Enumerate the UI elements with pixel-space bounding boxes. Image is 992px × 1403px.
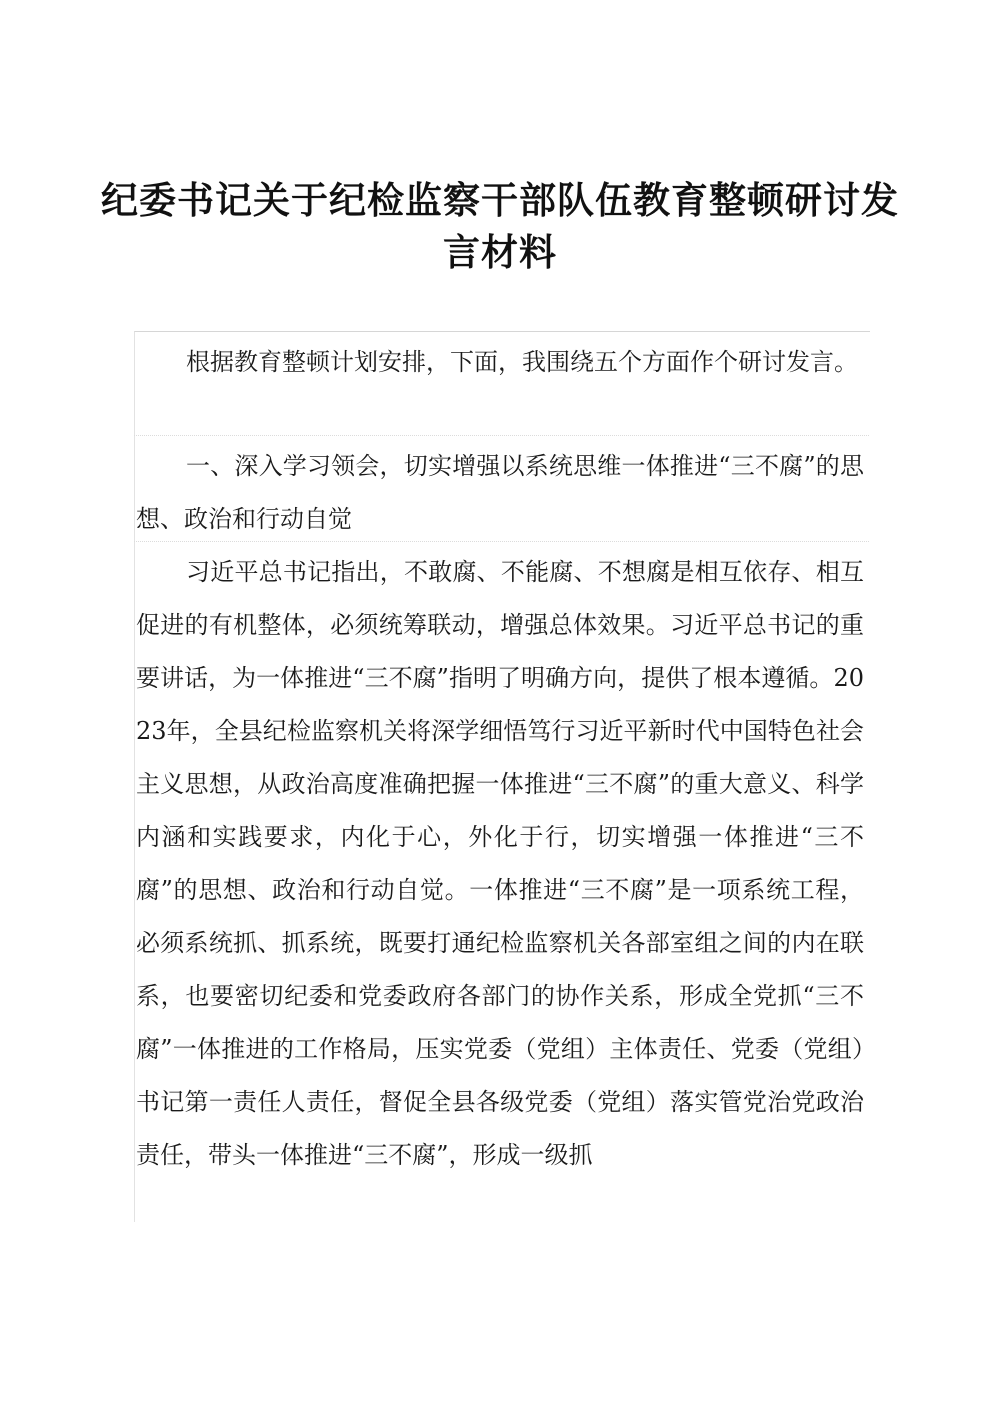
paragraph-intro: 根据教育整顿计划安排，下面，我围绕五个方面作个研讨发言。 [186,348,858,376]
paragraph-divider [134,435,869,436]
paragraph-divider [134,541,869,542]
paragraph-body: 习近平总书记指出，不敢腐、不能腐、不想腐是相互依存、相互促进的有机整体，必须统筹联动，增强总体效果。习近平总书记的重要讲话，为一体推进“三不腐”指明了明确方向，提供了根本遵循。2023年，全县纪检监察机关将深学细悟笃行习近平新时代中国特色社会主义思想，从政治高度准确把握一体推进“三不腐”的重大意义、科学内涵和实践要求，内化于心，外化于行，切实增强一体推进“三不腐”的思想、政治和行动自觉。一体推进“三不腐”是一项系统工程，必须系统抓、抓系统，既要打通纪检监察机关各部室组之间的内在联系，也要密切纪委和党委政府各部门的协作关系，形成全党抓“三不腐”一体推进的工作格局，压实党委（党组）主体责任、党委（党组）书记第一责任人责任，督促全县各级党委（党组）落实管党治党政治责任，带头一体推进“三不腐”，形成一级抓 [136,558,864,1169]
page-title: 纪委书记关于纪检监察干部队伍教育整顿研讨发言材料 [101,178,899,274]
paragraph-section-heading: 一、深入学习领会，切实增强以系统思维一体推进“三不腐”的思想、政治和行动自觉 [136,452,864,533]
